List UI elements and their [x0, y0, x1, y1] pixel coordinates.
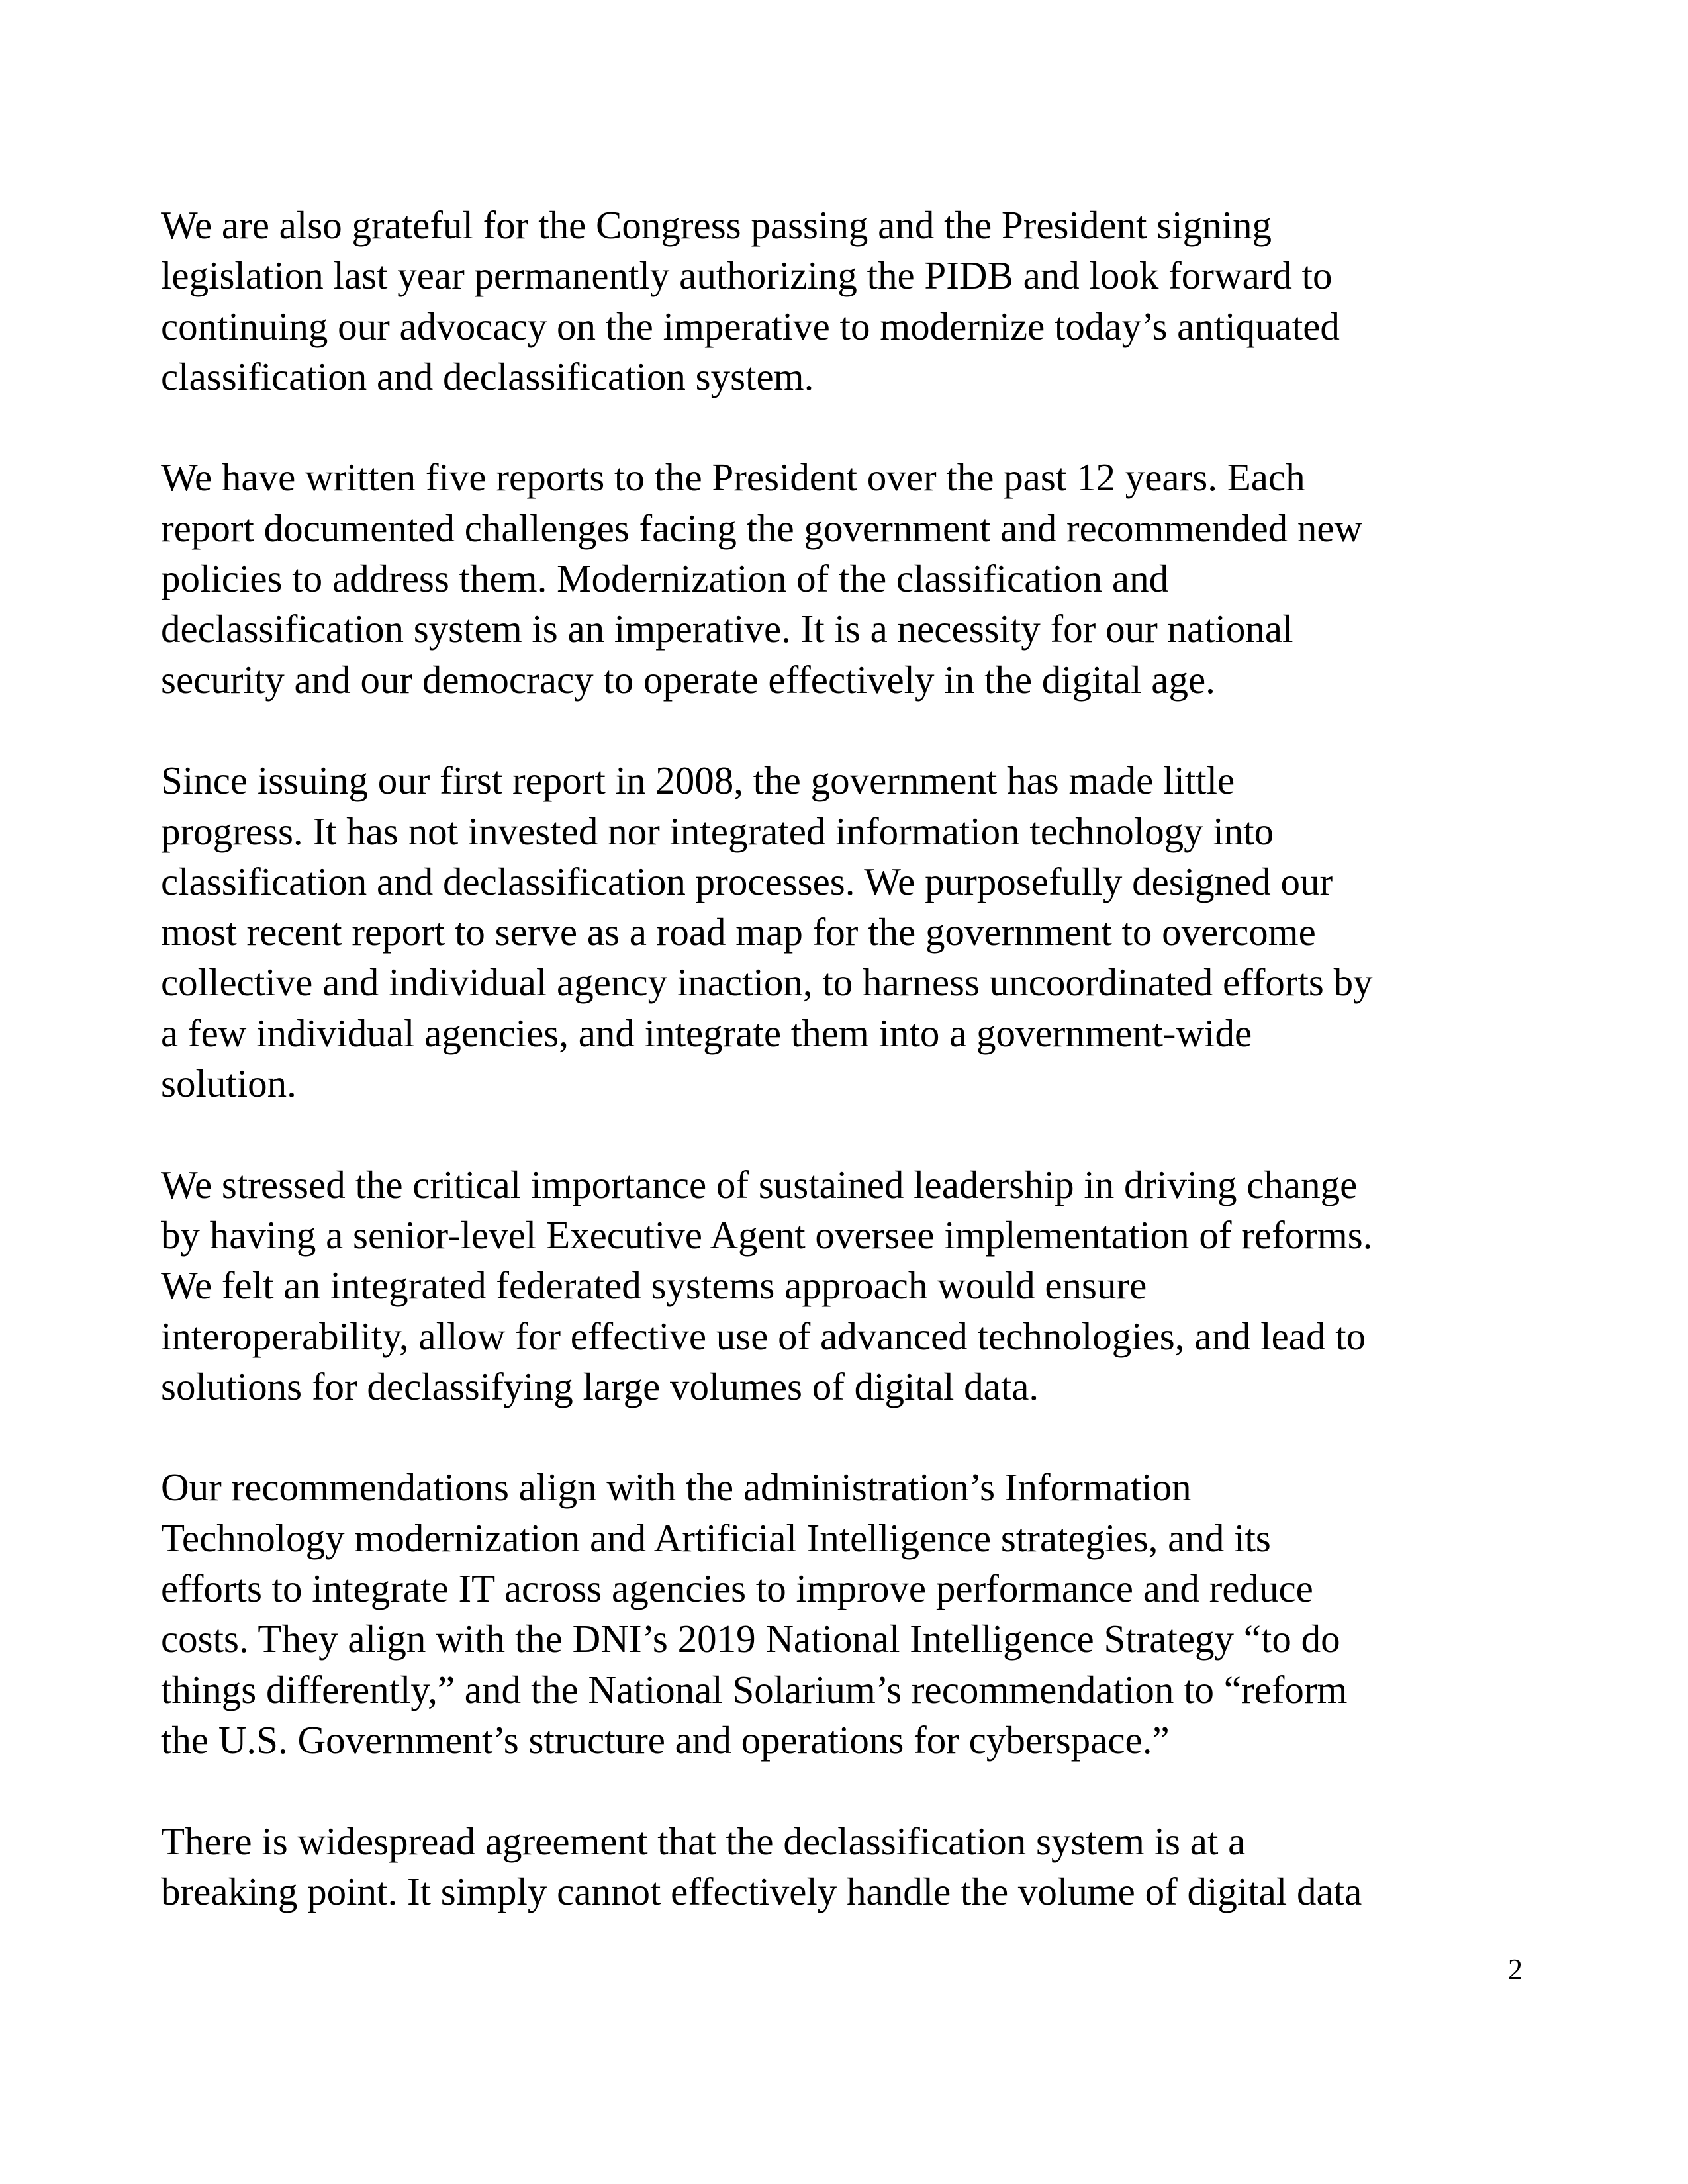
text-line: classification and declassification system.	[161, 354, 814, 398]
text-line: Our recommendations align with the administration’s Information	[161, 1465, 1192, 1510]
text-line: declassification system is an imperative. It is a necessity for our national	[161, 607, 1293, 651]
text-line: by having a senior-level Executive Agent oversee implementation of reforms.	[161, 1212, 1373, 1257]
body-text	[161, 200, 1564, 1967]
text-line: efforts to integrate IT across agencies to improve performance and reduce	[161, 1567, 1313, 1611]
text-line: costs. They align with the DNI’s 2019 National Intelligence Strategy “to do	[161, 1617, 1340, 1661]
text-line: classification and declassification processes. We purposefully designed our	[161, 859, 1333, 903]
text-line: solutions for declassifying large volumes of digital data.	[161, 1364, 1039, 1408]
text-line: There is widespread agreement that the declassification system is at a	[161, 1819, 1246, 1863]
paragraph	[161, 452, 1564, 704]
text-line: things differently,” and the National Solarium’s recommendation to “reform	[161, 1667, 1348, 1711]
text-line: We felt an integrated federated systems approach would ensure	[161, 1263, 1147, 1308]
text-line: continuing our advocacy on the imperative to modernize today’s antiquated	[161, 304, 1340, 348]
paragraph	[161, 1462, 1564, 1765]
text-line: progress. It has not invested nor integrated information technology into	[161, 809, 1274, 853]
text-line: interoperability, allow for effective use of advanced technologies, and lead to	[161, 1314, 1366, 1358]
text-line: policies to address them. Modernization of the classification and	[161, 557, 1169, 601]
paragraph	[161, 200, 1564, 402]
text-line: solution.	[161, 1062, 297, 1106]
paragraph	[161, 1816, 1564, 1917]
paragraph	[161, 1160, 1564, 1412]
text-line: the U.S. Government’s structure and operations for cyberspace.”	[161, 1717, 1170, 1762]
page-number: 2	[1508, 1953, 1523, 1985]
text-line: report documented challenges facing the government and recommended new	[161, 506, 1363, 550]
text-line: We stressed the critical importance of sustained leadership in driving change	[161, 1162, 1358, 1206]
paragraph	[161, 755, 1564, 1109]
text-line: security and our democracy to operate effectively in the digital age.	[161, 657, 1215, 702]
text-line: a few individual agencies, and integrate them into a government-wide	[161, 1011, 1252, 1055]
text-line: We are also grateful for the Congress passing and the President signing	[161, 203, 1272, 247]
text-line: most recent report to serve as a road map for the government to overcome	[161, 910, 1316, 954]
text-line: collective and individual agency inaction, to harness uncoordinated efforts by	[161, 960, 1373, 1005]
text-line: legislation last year permanently authorizing the PIDB and look forward to	[161, 253, 1333, 298]
text-line: Technology modernization and Artificial Intelligence strategies, and its	[161, 1516, 1271, 1560]
text-line: We have written five reports to the President over the past 12 years. Each	[161, 455, 1305, 500]
text-line: breaking point. It simply cannot effectively handle the volume of digital data	[161, 1869, 1362, 1913]
text-line: Since issuing our first report in 2008, the government has made little	[161, 758, 1235, 803]
